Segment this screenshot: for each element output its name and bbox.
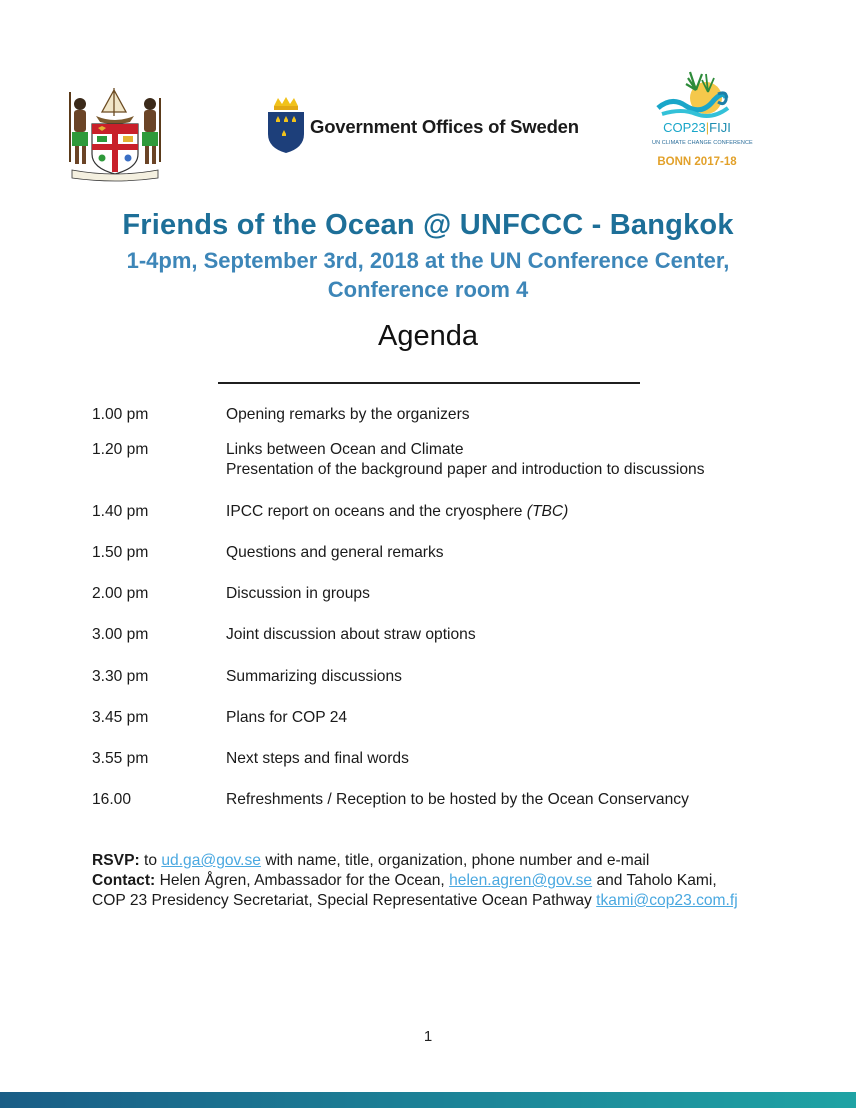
agenda-time: 1.00 pm <box>92 406 149 423</box>
government-offices-of-sweden-logo <box>266 96 606 154</box>
footer-bar <box>0 1092 856 1108</box>
fiji-coat-of-arms-logo <box>62 82 168 182</box>
contact-label: Contact: <box>92 872 156 889</box>
sweden-logo-text: Government Offices of Sweden <box>310 116 579 137</box>
agenda-time: 1.20 pm <box>92 441 149 458</box>
agenda-description-line: Links between Ocean and Climate <box>226 441 464 458</box>
heading-divider <box>218 382 640 384</box>
contact-email-link[interactable]: tkami@cop23.com.fj <box>596 892 738 909</box>
agenda-heading: Agenda <box>378 320 478 352</box>
cop23-logo-title: COP23|FIJI <box>663 120 731 135</box>
agenda-description-line: Presentation of the background paper and introduction to discussions <box>226 461 705 478</box>
agenda-time: 3.30 pm <box>92 668 149 685</box>
rsvp-text: with name, title, organization, phone number and e-mail <box>260 852 650 869</box>
event-date-location-line1: 1-4pm, September 3rd, 2018 at the UN Conference Center, <box>126 248 730 273</box>
event-title: Friends of the Ocean @ UNFCCC - Bangkok <box>122 209 734 241</box>
cop23-logo-bonn: BONN 2017-18 <box>657 156 737 168</box>
cop23-logo-subtitle: UN CLIMATE CHANGE CONFERENCE <box>652 140 753 146</box>
agenda-time: 1.40 pm <box>92 503 149 520</box>
agenda-description: Plans for COP 24 <box>226 709 348 726</box>
agenda-time: 3.55 pm <box>92 750 149 767</box>
agenda-description: Next steps and final words <box>226 750 409 767</box>
agenda-description <box>226 440 705 480</box>
agenda-time: 3.00 pm <box>92 626 149 643</box>
agenda-time: 2.00 pm <box>92 585 149 602</box>
contact-text: and Taholo Kami, <box>592 872 717 889</box>
page-number: 1 <box>423 1028 433 1045</box>
contact-line <box>92 891 812 911</box>
agenda-description: Summarizing discussions <box>226 668 402 685</box>
cop23-fiji-logo <box>652 68 753 176</box>
event-date-location-line2: Conference room 4 <box>327 277 529 302</box>
agenda-time: 3.45 pm <box>92 709 149 726</box>
agenda-description: Refreshments / Reception to be hosted by the Ocean Conservancy <box>226 791 689 808</box>
agenda-description: Joint discussion about straw options <box>226 626 476 643</box>
contact-email-link[interactable]: helen.agren@gov.se <box>449 872 593 889</box>
agenda-description: Questions and general remarks <box>226 544 444 561</box>
rsvp-label: RSVP: <box>92 852 140 869</box>
contact-text: Helen Ågren, Ambassador for the Ocean, <box>155 872 450 889</box>
agenda-description: Opening remarks by the organizers <box>226 406 470 423</box>
agenda-time: 1.50 pm <box>92 544 149 561</box>
rsvp-email-link[interactable]: ud.ga@gov.se <box>161 852 261 869</box>
agenda-description: Discussion in groups <box>226 585 370 602</box>
agenda-description-text: IPCC report on oceans and the cryosphere <box>226 503 527 520</box>
contact-line <box>92 871 812 891</box>
contact-text: COP 23 Presidency Secretariat, Special Representative Ocean Pathway <box>92 892 597 909</box>
agenda-note: (TBC) <box>526 503 569 520</box>
rsvp-line <box>92 851 812 871</box>
rsvp-text: to <box>139 852 162 869</box>
contact-block <box>92 851 812 911</box>
agenda-time: 16.00 <box>92 791 132 808</box>
agenda-description <box>226 502 568 522</box>
